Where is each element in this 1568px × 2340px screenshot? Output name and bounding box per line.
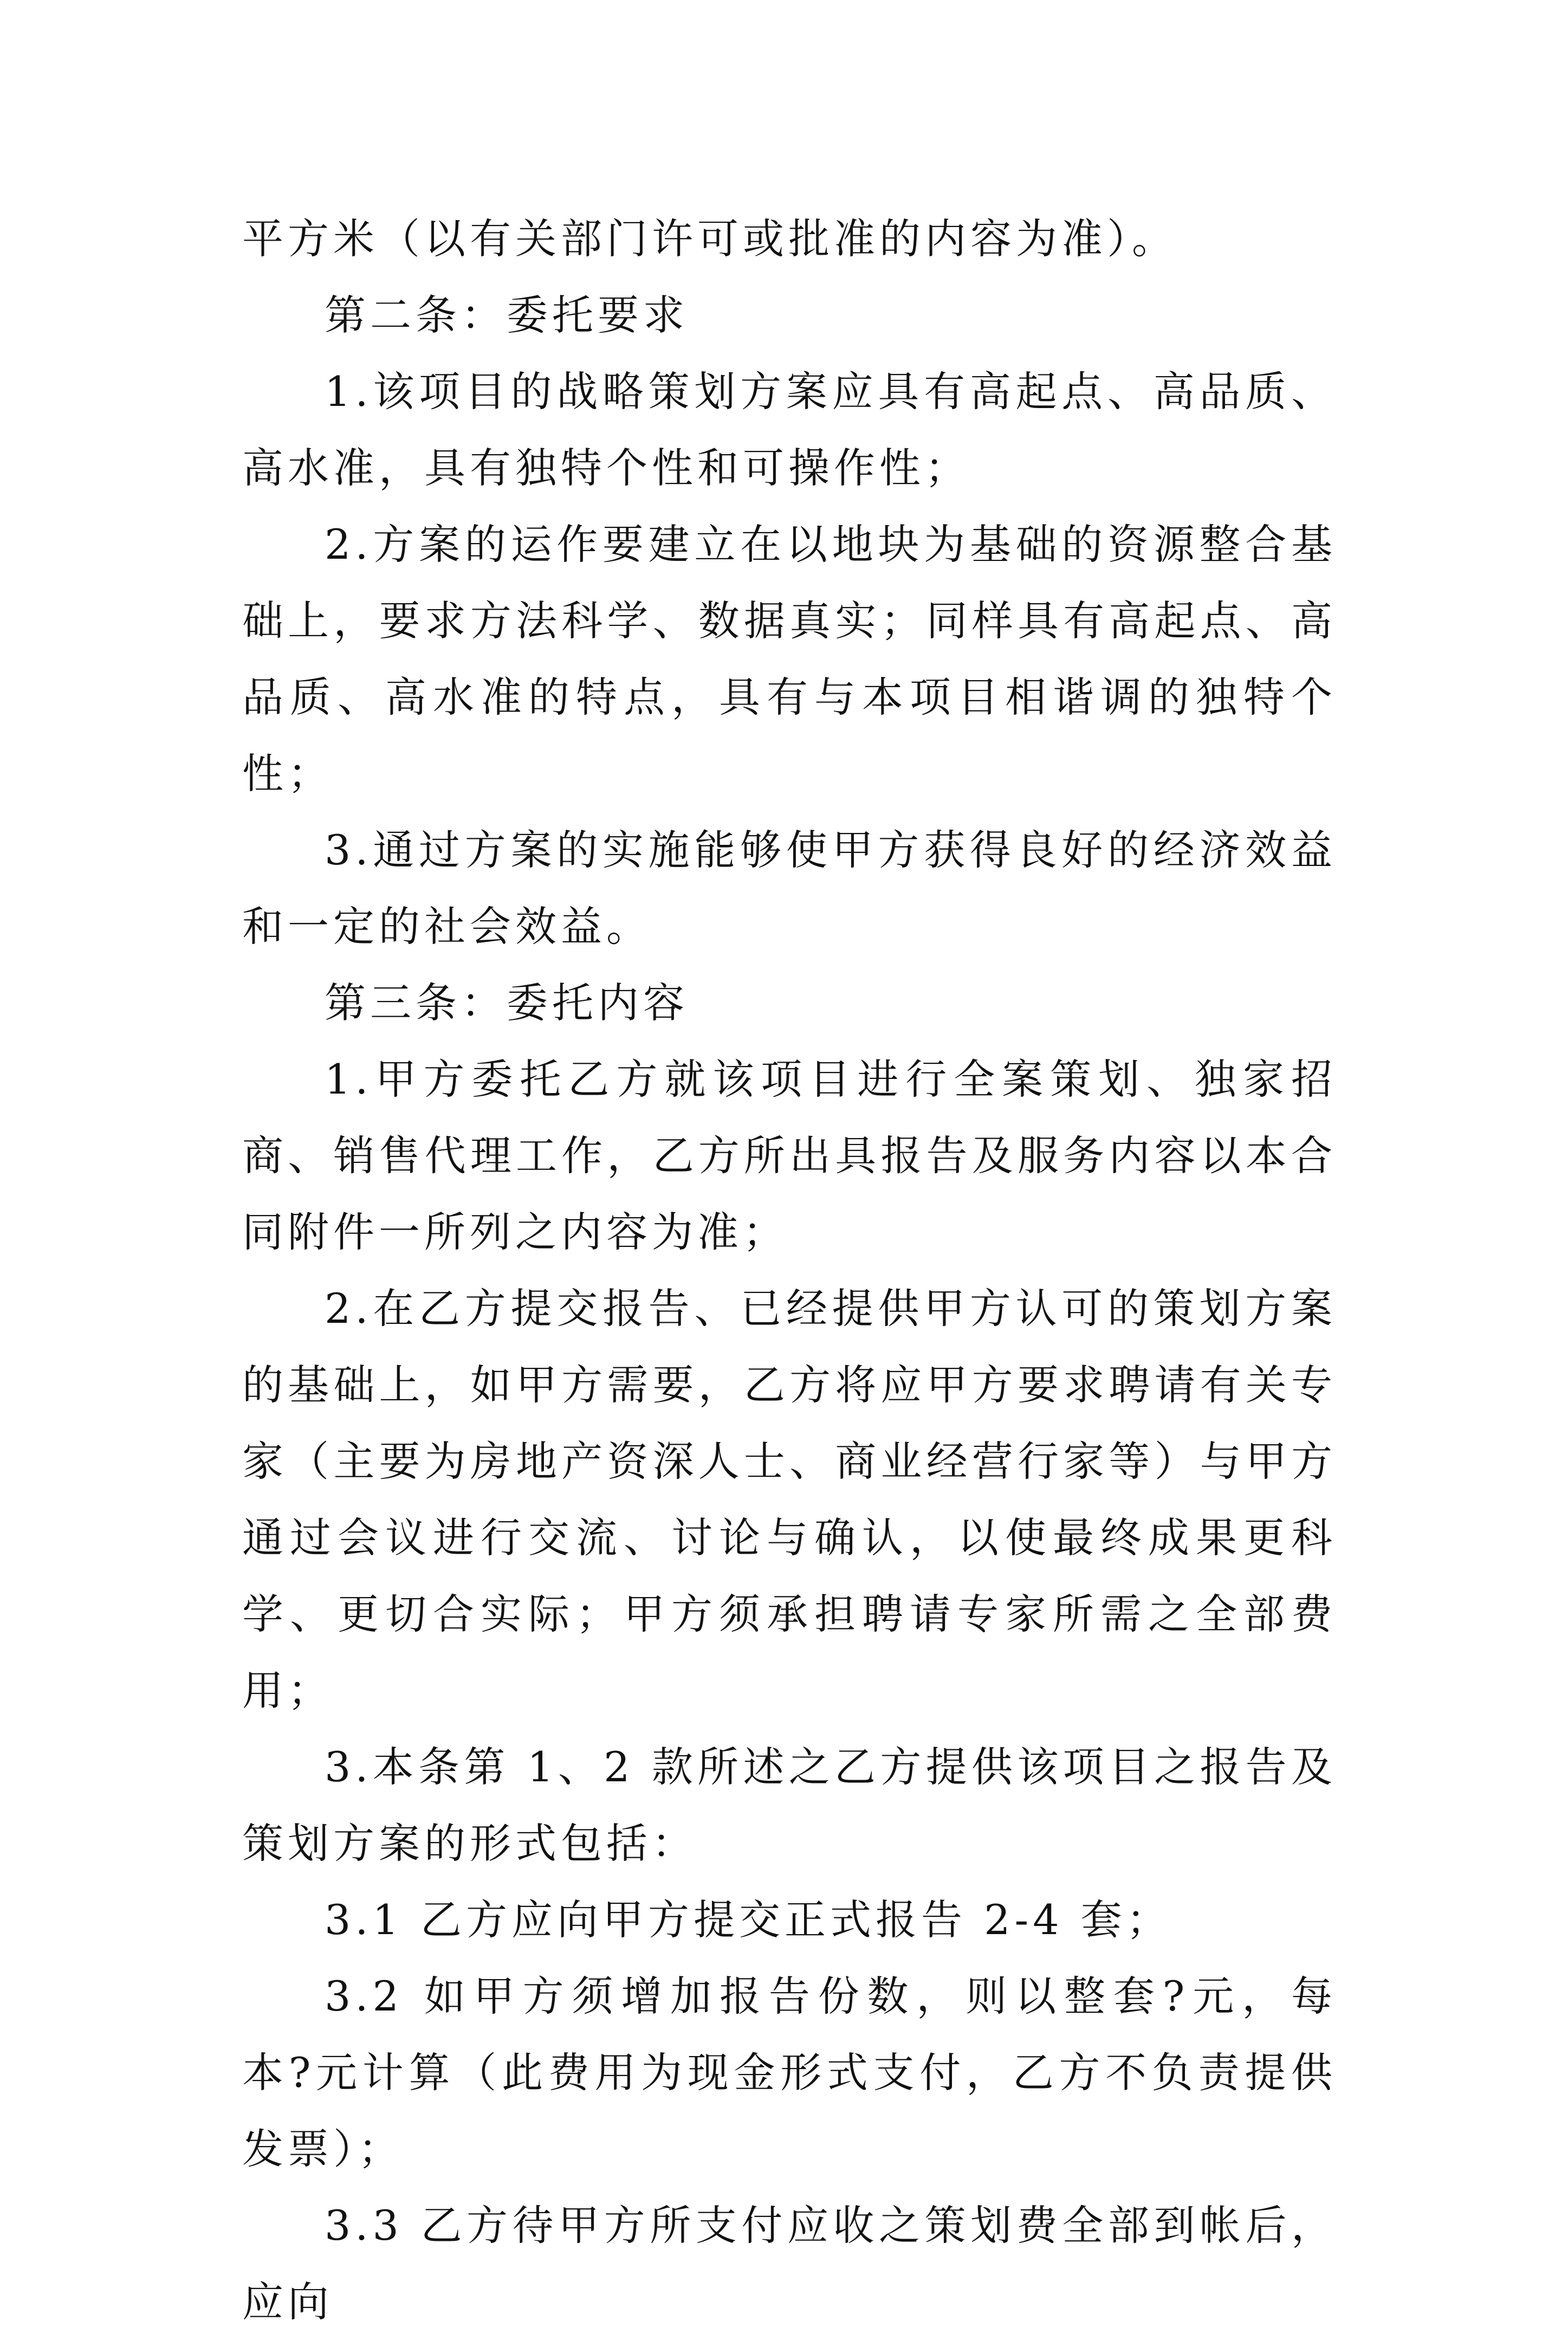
paragraph: 1.甲方委托乙方就该项目进行全案策划、独家招商、销售代理工作，乙方所出具报告及服务内容以本合同附件一所列之内容为准； (242, 1055, 1337, 1256)
section-heading: 第二条：委托要求 (325, 291, 689, 339)
paragraph: 平方米（以有关部门许可或批准的内容为准）。 (242, 215, 1177, 263)
paragraph: 1.该项目的战略策划方案应具有高起点、高品质、高水准，具有独特个性和可操作性； (242, 367, 1337, 492)
paragraph: 3.通过方案的实施能够使甲方获得良好的经济效益和一定的社会效益。 (242, 826, 1337, 951)
paragraph: 3.本条第 1、2 款所述之乙方提供该项目之报告及策划方案的形式包括： (242, 1743, 1337, 1867)
paragraph: 2.方案的运作要建立在以地块为基础的资源整合基础上，要求方法科学、数据真实；同样具有高起点、高品质、高水准的特点，具有与本项目相谐调的独特个性； (242, 520, 1337, 798)
paragraph: 3.1 乙方应向甲方提交正式报告 2-4 套； (325, 1896, 1172, 1944)
document-body (242, 201, 1337, 2340)
paragraph: 3.3 乙方待甲方所支付应收之策划费全部到帐后，应向 (242, 2201, 1337, 2326)
paragraph: 2.在乙方提交报告、已经提供甲方认可的策划方案的基础上，如甲方需要，乙方将应甲方要求聘请有关专家（主要为房地产资深人士、商业经营行家等）与甲方通过会议进行交流、讨论与确认，以使最终成果更科学、更切合实际；甲方须承担聘请专家所需之全部费用； (242, 1284, 1337, 1715)
section-heading: 第三条：委托内容 (325, 979, 689, 1027)
paragraph: 3.2 如甲方须增加报告份数，则以整套?元，每本?元计算（此费用为现金形式支付，乙方不负责提供发票）； (242, 1972, 1337, 2173)
